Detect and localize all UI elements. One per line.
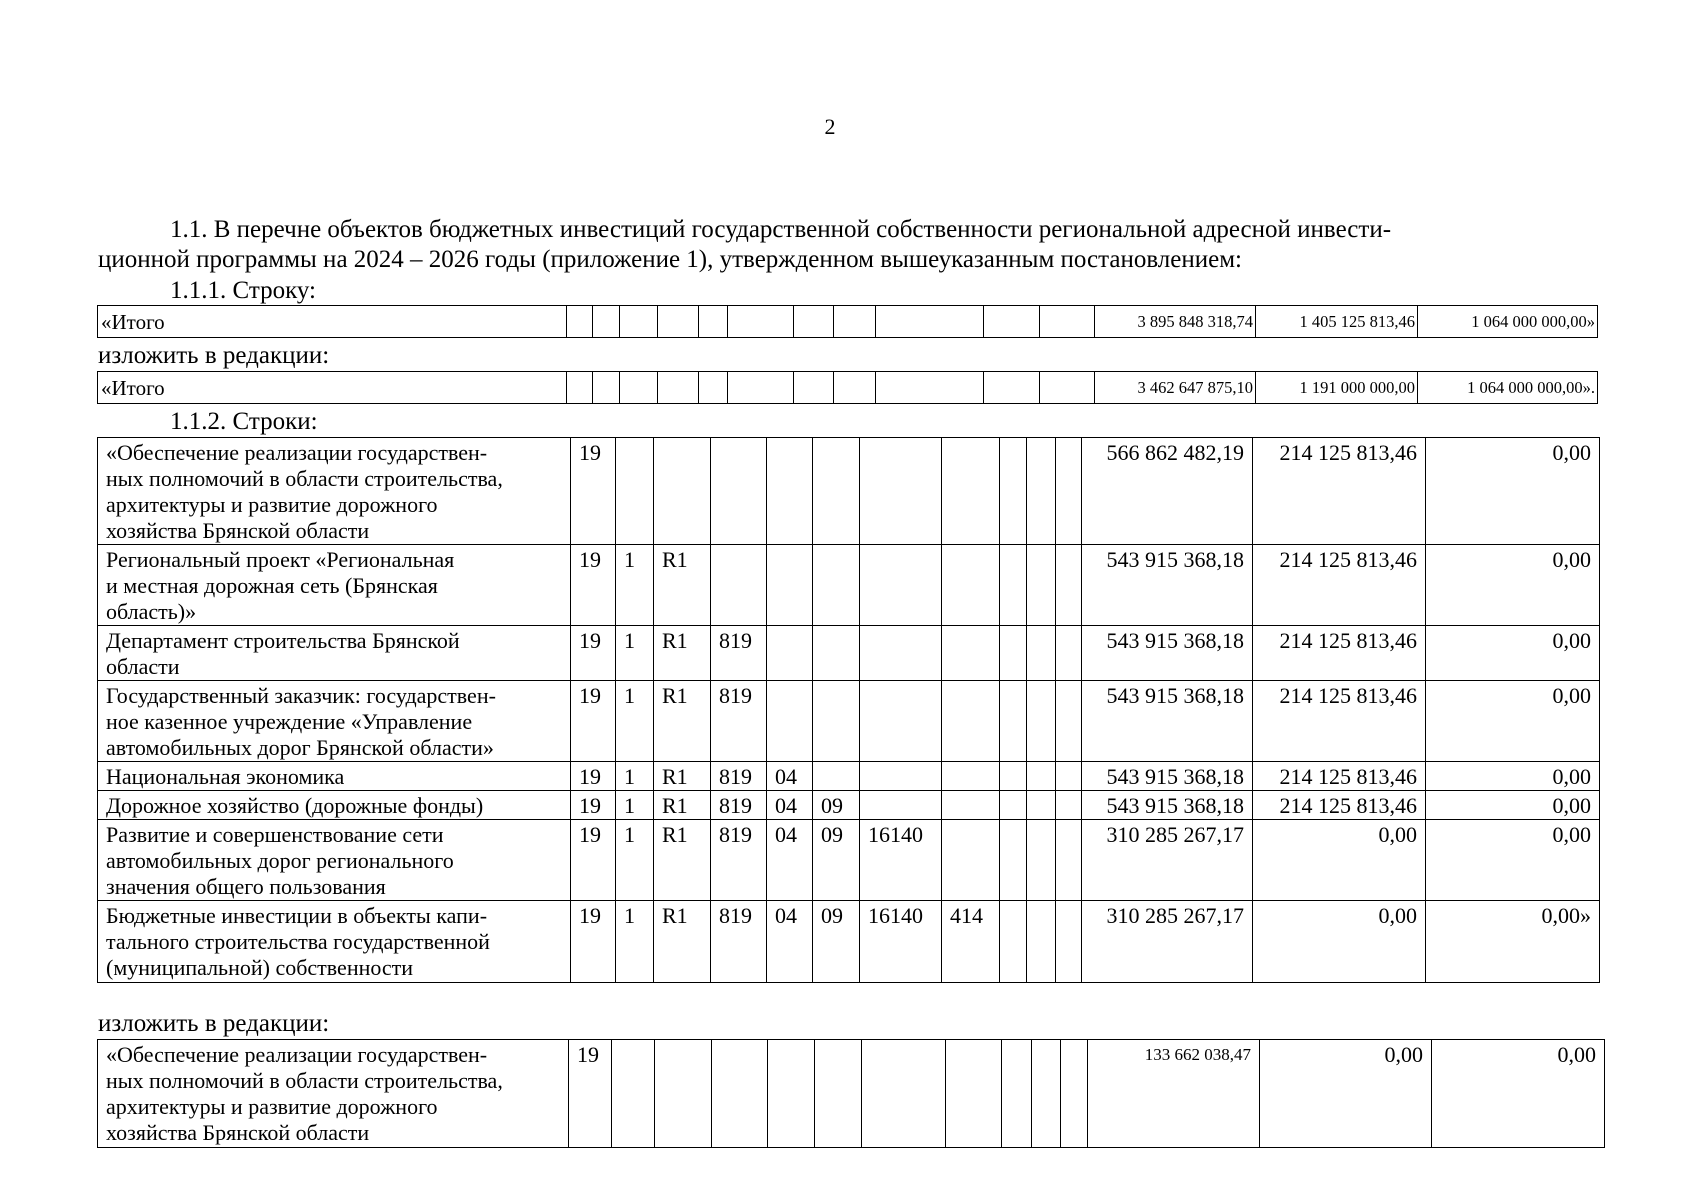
code-cell-c1: 19 (571, 901, 616, 983)
new-total-table (97, 371, 1598, 404)
code-cell-c6 (813, 626, 860, 681)
empty-cell (1002, 1040, 1032, 1148)
old-total-value-3: 1 064 000 000,00» (1418, 306, 1598, 338)
code-cell-c1: 19 (569, 1040, 612, 1148)
amount-cell-v2: 214 125 813,46 (1253, 545, 1426, 626)
code-cell-c5: 04 (767, 820, 813, 901)
old-rows-body (98, 438, 1600, 983)
amount-cell-v1: 543 915 368,18 (1082, 545, 1253, 626)
row-name: «Обеспечение реализации государствен- ных полномочий в области строительства, архитектуры и развитие дорожного хозяйства Брянской области (98, 438, 571, 545)
code-cell-c2: 1 (616, 901, 654, 983)
intro-line-2: ционной программы на 2024 – 2026 годы (приложение 1), утвержденном вышеуказанным постановлением: (98, 246, 1242, 273)
row-name: Национальная экономика (98, 762, 571, 791)
code-cell-c4: 819 (711, 791, 767, 820)
empty-cell (1000, 762, 1027, 791)
amount-cell-v2: 214 125 813,46 (1253, 626, 1426, 681)
empty-cell (1056, 791, 1082, 820)
code-cell-c3 (654, 438, 711, 545)
row-name: Развитие и совершенствование сети автомобильных дорог регионального значения общего пользования (98, 820, 571, 901)
code-cell-c8: 414 (942, 901, 1000, 983)
code-cell-c4: 819 (711, 901, 767, 983)
empty-cell (1000, 791, 1027, 820)
code-cell-c2 (612, 1040, 655, 1148)
empty-cell (1000, 626, 1027, 681)
old-total-value-2: 1 405 125 813,46 (1256, 306, 1418, 338)
code-cell-c1: 19 (571, 820, 616, 901)
table-row (98, 791, 1600, 820)
new-total-value-1: 3 462 647 875,10 (1095, 372, 1256, 404)
amount-cell-v3: 0,00» (1426, 901, 1600, 983)
section-heading-1-1-1: 1.1.1. Строку: (170, 277, 316, 304)
code-cell-c7 (860, 626, 942, 681)
code-cell-c3: R1 (654, 681, 711, 762)
empty-cell (1056, 438, 1082, 545)
empty-cell (1056, 762, 1082, 791)
code-cell-c2: 1 (616, 681, 654, 762)
empty-cell (1056, 545, 1082, 626)
code-cell-c1: 19 (571, 438, 616, 545)
empty-cell (1056, 681, 1082, 762)
amount-cell-v3: 0,00 (1426, 626, 1600, 681)
old-total-table (97, 305, 1598, 338)
code-cell-c5: 04 (767, 762, 813, 791)
empty-cell (1027, 791, 1056, 820)
amount-cell-v2: 214 125 813,46 (1253, 791, 1426, 820)
code-cell-c2: 1 (616, 820, 654, 901)
table-row (98, 820, 1600, 901)
code-cell-c3: R1 (654, 545, 711, 626)
code-cell-c8 (946, 1040, 1002, 1148)
code-cell-c4: 819 (711, 626, 767, 681)
amount-cell-v3: 0,00 (1426, 820, 1600, 901)
code-cell-c1: 19 (571, 545, 616, 626)
amount-cell-v3: 0,00 (1426, 681, 1600, 762)
code-cell-c8 (942, 820, 1000, 901)
code-cell-c3: R1 (654, 762, 711, 791)
code-cell-c4: 819 (711, 762, 767, 791)
old-rows-table (97, 437, 1600, 983)
code-cell-c4: 819 (711, 681, 767, 762)
amount-cell-v2: 0,00 (1260, 1040, 1432, 1148)
amount-cell-v1: 566 862 482,19 (1082, 438, 1253, 545)
code-cell-c5 (767, 681, 813, 762)
edit-label-2: изложить в редакции: (98, 1010, 330, 1037)
empty-cell (1056, 901, 1082, 983)
code-cell-c4: 819 (711, 820, 767, 901)
table-row (98, 1040, 1605, 1148)
amount-cell-v3: 0,00 (1426, 545, 1600, 626)
intro-paragraph (98, 215, 1598, 275)
code-cell-c6: 09 (813, 901, 860, 983)
intro-line-1: 1.1. В перечне объектов бюджетных инвестиций государственной собственности региональной адресной инвести- (170, 216, 1392, 243)
edit-label-1: изложить в редакции: (98, 342, 330, 369)
table-row (98, 681, 1600, 762)
code-cell-c5 (767, 626, 813, 681)
amount-cell-v1: 133 662 038,47 (1088, 1040, 1260, 1148)
code-cell-c6 (815, 1040, 862, 1148)
row-name: Дорожное хозяйство (дорожные фонды) (98, 791, 571, 820)
code-cell-c2: 1 (616, 762, 654, 791)
amount-cell-v2: 214 125 813,46 (1253, 762, 1426, 791)
row-name: Региональный проект «Региональная и местная дорожная сеть (Брянская область)» (98, 545, 571, 626)
empty-cell (1027, 626, 1056, 681)
code-cell-c4 (711, 545, 767, 626)
empty-cell (1027, 681, 1056, 762)
code-cell-c3: R1 (654, 626, 711, 681)
code-cell-c8 (942, 438, 1000, 545)
code-cell-c2: 1 (616, 545, 654, 626)
section-heading-1-1-2: 1.1.2. Строки: (170, 408, 318, 435)
code-cell-c6 (813, 545, 860, 626)
code-cell-c7 (860, 438, 942, 545)
code-cell-c5: 04 (767, 791, 813, 820)
code-cell-c2: 1 (616, 626, 654, 681)
code-cell-c6 (813, 681, 860, 762)
code-cell-c6 (813, 438, 860, 545)
old-total-row (98, 306, 1598, 338)
code-cell-c8 (942, 545, 1000, 626)
amount-cell-v1: 310 285 267,17 (1082, 820, 1253, 901)
code-cell-c5 (767, 438, 813, 545)
code-cell-c5: 04 (767, 901, 813, 983)
empty-cell (1061, 1040, 1088, 1148)
code-cell-c8 (942, 762, 1000, 791)
amount-cell-v1: 543 915 368,18 (1082, 791, 1253, 820)
table-row (98, 438, 1600, 545)
empty-cell (1056, 626, 1082, 681)
empty-cell (1027, 545, 1056, 626)
code-cell-c7 (862, 1040, 946, 1148)
table-row (98, 545, 1600, 626)
amount-cell-v2: 214 125 813,46 (1253, 438, 1426, 545)
empty-cell (1000, 545, 1027, 626)
row-name: Государственный заказчик: государствен- ное казенное учреждение «Управление автомобильных дорог Брянской области» (98, 681, 571, 762)
table-row (98, 762, 1600, 791)
new-total-row (98, 372, 1598, 404)
code-cell-c6: 09 (813, 791, 860, 820)
old-total-label: «Итого (98, 306, 567, 338)
code-cell-c5 (767, 545, 813, 626)
new-total-value-3: 1 064 000 000,00». (1418, 372, 1598, 404)
new-total-label: «Итого (98, 372, 567, 404)
amount-cell-v1: 310 285 267,17 (1082, 901, 1253, 983)
empty-cell (1027, 820, 1056, 901)
code-cell-c4 (711, 438, 767, 545)
amount-cell-v3: 0,00 (1426, 438, 1600, 545)
old-total-value-1: 3 895 848 318,74 (1095, 306, 1256, 338)
amount-cell-v2: 214 125 813,46 (1253, 681, 1426, 762)
code-cell-c7 (860, 791, 942, 820)
empty-cell (1000, 438, 1027, 545)
code-cell-c8 (942, 681, 1000, 762)
amount-cell-v1: 543 915 368,18 (1082, 762, 1253, 791)
code-cell-c8 (942, 791, 1000, 820)
amount-cell-v3: 0,00 (1426, 762, 1600, 791)
code-cell-c3 (655, 1040, 712, 1148)
row-name: Бюджетные инвестиции в объекты капи- тального строительства государственной (муниципальной) собственности (98, 901, 571, 983)
code-cell-c7 (860, 681, 942, 762)
empty-cell (1032, 1040, 1061, 1148)
new-total-value-2: 1 191 000 000,00 (1256, 372, 1418, 404)
amount-cell-v2: 0,00 (1253, 820, 1426, 901)
amount-cell-v2: 0,00 (1253, 901, 1426, 983)
code-cell-c6: 09 (813, 820, 860, 901)
code-cell-c7: 16140 (860, 820, 942, 901)
code-cell-c1: 19 (571, 762, 616, 791)
new-rows-table (97, 1039, 1605, 1148)
code-cell-c1: 19 (571, 681, 616, 762)
code-cell-c2 (616, 438, 654, 545)
code-cell-c6 (813, 762, 860, 791)
code-cell-c3: R1 (654, 901, 711, 983)
table-row (98, 901, 1600, 983)
new-rows-body (98, 1040, 1605, 1148)
row-name: Департамент строительства Брянской области (98, 626, 571, 681)
amount-cell-v1: 543 915 368,18 (1082, 681, 1253, 762)
row-name: «Обеспечение реализации государствен- ных полномочий в области строительства, архитектуры и развитие дорожного хозяйства Брянской области (98, 1040, 569, 1148)
empty-cell (1027, 762, 1056, 791)
code-cell-c1: 19 (571, 791, 616, 820)
amount-cell-v3: 0,00 (1432, 1040, 1605, 1148)
code-cell-c7 (860, 545, 942, 626)
empty-cell (1000, 820, 1027, 901)
table-row (98, 626, 1600, 681)
code-cell-c7 (860, 762, 942, 791)
code-cell-c1: 19 (571, 626, 616, 681)
empty-cell (1027, 901, 1056, 983)
code-cell-c3: R1 (654, 820, 711, 901)
amount-cell-v3: 0,00 (1426, 791, 1600, 820)
code-cell-c3: R1 (654, 791, 711, 820)
code-cell-c5 (768, 1040, 815, 1148)
code-cell-c2: 1 (616, 791, 654, 820)
code-cell-c4 (712, 1040, 768, 1148)
page-number: 2 (824, 114, 836, 139)
empty-cell (1056, 820, 1082, 901)
amount-cell-v1: 543 915 368,18 (1082, 626, 1253, 681)
empty-cell (1027, 438, 1056, 545)
empty-cell (1000, 681, 1027, 762)
code-cell-c7: 16140 (860, 901, 942, 983)
code-cell-c8 (942, 626, 1000, 681)
empty-cell (1000, 901, 1027, 983)
